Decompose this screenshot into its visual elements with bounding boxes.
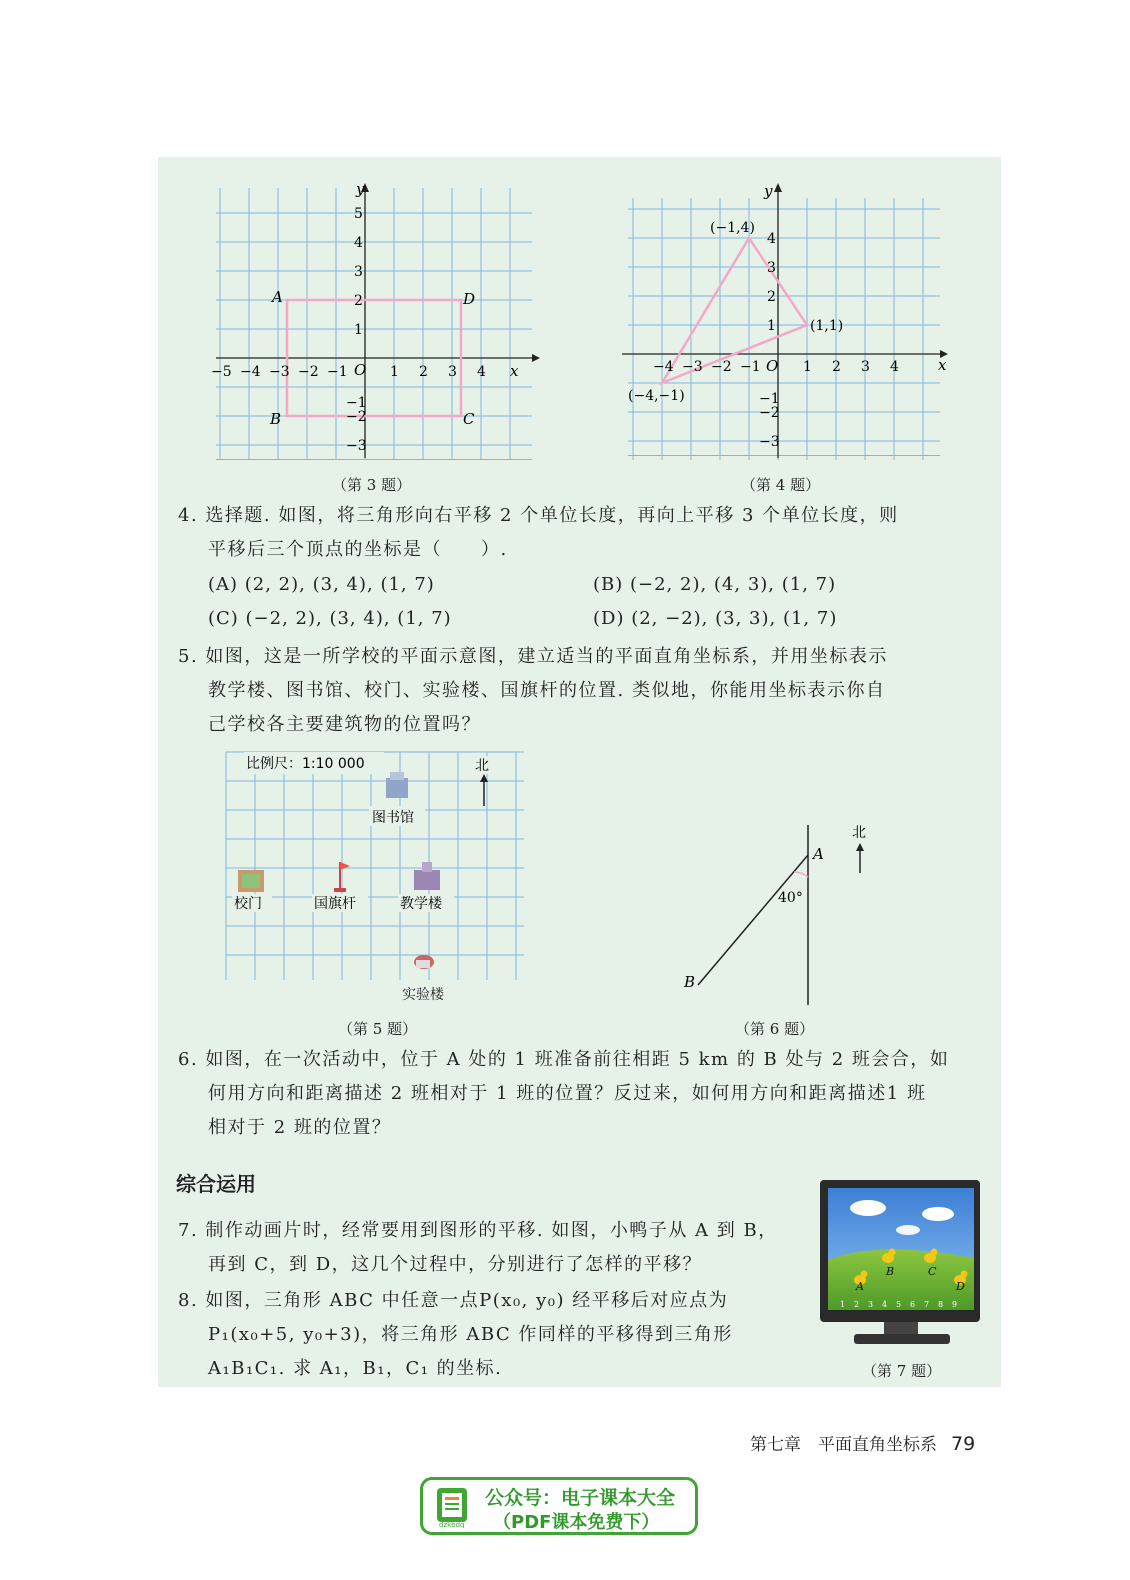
y-tick-label: −2	[346, 409, 367, 425]
origin-label: O	[766, 357, 779, 375]
y-tick-label: 2	[767, 289, 776, 305]
point-b-label: B	[270, 410, 282, 428]
y-tick-label: 5	[354, 206, 363, 222]
y-tick-label: −1	[346, 395, 367, 411]
x-tick-label: 1	[390, 364, 399, 380]
flagpole-label: 国旗杆	[314, 896, 356, 912]
question-5	[178, 640, 888, 742]
axis-number: 6	[910, 1300, 916, 1309]
teaching-building-icon	[414, 862, 440, 890]
x-axis-arrow	[532, 354, 540, 362]
x-tick-label: 2	[419, 364, 428, 380]
x-tick-label: −4	[653, 359, 674, 375]
north-arrow-head	[856, 843, 864, 851]
axis-number: 9	[952, 1300, 958, 1309]
y-axis-label: y	[764, 182, 773, 200]
figure-5-school-map	[224, 750, 526, 982]
x-tick-label: 4	[477, 364, 486, 380]
angle-arc	[794, 872, 808, 877]
y-axis-label: y	[356, 180, 365, 198]
tick-labels	[653, 231, 899, 450]
x-tick-label: −2	[298, 364, 319, 380]
point-a-label: A	[272, 288, 283, 306]
axis-number: 4	[882, 1300, 888, 1309]
school-gate-icon	[238, 870, 264, 892]
grid-lines	[216, 188, 532, 460]
question-7-line-2: 再到 C，到 D，这几个过程中，分别进行了怎样的平移？	[208, 1254, 703, 1275]
y-tick-label: 4	[354, 235, 363, 251]
question-4	[178, 499, 899, 567]
cloud	[850, 1200, 886, 1216]
north-label: 北	[475, 758, 489, 774]
x-tick-label: −1	[740, 359, 761, 375]
figure-4-coordinate-grid	[618, 180, 958, 470]
y-tick-label: −2	[759, 405, 780, 421]
grid-lines	[226, 752, 524, 982]
duck-head	[931, 1249, 938, 1256]
point-c-label: C	[463, 410, 475, 428]
axis-number: 5	[896, 1300, 902, 1309]
lab-building-label: 实验楼	[402, 987, 444, 1003]
teaching-building-label: 教学楼	[400, 896, 442, 912]
school-gate-label: 校门	[234, 896, 262, 912]
y-tick-label: 1	[767, 318, 776, 334]
y-tick-label: −3	[759, 434, 780, 450]
figure-6-direction-diagram	[672, 815, 872, 1010]
y-tick-label: 3	[354, 264, 363, 280]
axis-number: 7	[924, 1300, 930, 1309]
axis-number: 2	[854, 1300, 860, 1309]
question-4-line-2: 平移后三个顶点的坐标是（ ）.	[208, 539, 508, 560]
question-6-line-2: 何用方向和距离描述 2 班相对于 1 班的位置？反过来，如何用方向和距离描述1 班	[208, 1083, 927, 1104]
y-tick-label: 3	[767, 260, 776, 276]
library-label: 图书馆	[372, 810, 414, 826]
wechat-badge	[420, 1477, 698, 1535]
duck-head	[961, 1271, 968, 1278]
question-7	[178, 1214, 778, 1282]
origin-label: O	[354, 361, 367, 379]
figure-3-coordinate-grid	[210, 180, 550, 470]
x-tick-label: −4	[240, 364, 261, 380]
scale-label: 比例尺：1:10 000	[246, 756, 365, 772]
figure-3-caption: （第 3 题）	[332, 476, 412, 494]
page-footer	[750, 1430, 975, 1455]
point-d-label: D	[463, 290, 476, 308]
x-tick-label: 1	[803, 359, 812, 375]
question-6-line-1: 6. 如图，在一次活动中，位于 A 处的 1 班准备前往相距 5 km 的 B 处与 2 班会合，如	[178, 1049, 950, 1070]
grid-lines	[628, 198, 940, 460]
figure-4-caption: （第 4 题）	[741, 476, 821, 494]
book-logo-icon	[433, 1486, 477, 1528]
lab-building-icon	[414, 955, 434, 969]
x-tick-label: 3	[861, 359, 870, 375]
axis-number: 3	[868, 1300, 874, 1309]
question-5-line-3: 己学校各主要建筑物的位置吗？	[208, 714, 481, 735]
point-b-label: B	[684, 973, 696, 991]
angle-label: 40°	[778, 890, 803, 906]
y-tick-label: 4	[767, 231, 776, 247]
duck-label: A	[856, 1280, 864, 1293]
cloud	[896, 1225, 920, 1235]
vertex-label-2: (1,1)	[810, 318, 844, 334]
question-6	[178, 1043, 949, 1145]
screen-axis-numbers	[840, 1300, 957, 1309]
option-a: (A) (2, 2), (3, 4), (1, 7)	[208, 574, 435, 595]
x-axis-label: x	[938, 356, 947, 374]
y-tick-label: 2	[354, 293, 363, 309]
y-tick-label: 1	[354, 322, 363, 338]
figure-5-caption: （第 5 题）	[338, 1020, 418, 1038]
chapter-title: 第七章 平面直角坐标系	[750, 1435, 937, 1455]
x-tick-label: 2	[832, 359, 841, 375]
duck-label: D	[956, 1280, 965, 1293]
x-axis-label: x	[510, 362, 519, 380]
question-8	[178, 1284, 733, 1386]
badge-line-2: （PDF课本免费下）	[493, 1512, 660, 1533]
question-6-line-3: 相对于 2 班的位置？	[208, 1117, 392, 1138]
vertex-label-3: (−4,−1)	[628, 388, 685, 404]
figure-7-monitor-illustration	[818, 1180, 984, 1360]
question-5-line-2: 教学楼、图书馆、校门、实验楼、国旗杆的位置. 类似地，你能用坐标表示你自	[208, 680, 886, 701]
question-8-line-2: P₁(x₀+5, y₀+3)，将三角形 ABC 作同样的平移得到三角形	[208, 1324, 733, 1345]
duck-label: C	[928, 1265, 937, 1278]
svg-text:dzkbdq: dzkbdq	[439, 1521, 465, 1528]
x-tick-label: −3	[682, 359, 703, 375]
monitor-stand	[854, 1334, 950, 1344]
page-number: 79	[951, 1433, 976, 1455]
duck-head	[889, 1249, 896, 1256]
badge-line-1: 公众号：电子课本大全	[485, 1487, 676, 1509]
cloud	[922, 1207, 954, 1221]
x-tick-label: 3	[448, 364, 457, 380]
option-b: (B) (−2, 2), (4, 3), (1, 7)	[593, 574, 837, 595]
question-7-line-1: 7. 制作动画片时，经常要用到图形的平移. 如图，小鸭子从 A 到 B，	[178, 1220, 778, 1241]
y-tick-label: −3	[346, 438, 367, 454]
x-tick-label: −3	[269, 364, 290, 380]
duck-head	[861, 1271, 868, 1278]
axis-number: 1	[840, 1300, 846, 1309]
y-tick-label: −1	[759, 391, 780, 407]
x-tick-label: −2	[711, 359, 732, 375]
section-title: 综合运用	[176, 1172, 256, 1196]
vertex-label-1: (−1,4)	[710, 220, 755, 236]
point-a-label: A	[813, 845, 824, 863]
x-tick-label: −5	[211, 364, 232, 380]
option-d: (D) (2, −2), (3, 3), (1, 7)	[593, 608, 838, 629]
figure-7-caption: （第 7 题）	[862, 1362, 942, 1380]
option-c: (C) (−2, 2), (3, 4), (1, 7)	[208, 608, 452, 629]
duck-label: B	[886, 1265, 895, 1278]
question-8-line-3: A₁B₁C₁. 求 A₁，B₁，C₁ 的坐标.	[208, 1358, 503, 1379]
x-tick-label: −1	[327, 364, 348, 380]
figure-6-caption: （第 6 题）	[735, 1020, 815, 1038]
monitor-neck	[884, 1322, 918, 1336]
y-axis-arrow	[774, 183, 782, 192]
library-icon	[386, 772, 408, 798]
north-label: 北	[852, 825, 866, 841]
question-8-line-1: 8. 如图，三角形 ABC 中任意一点P(x₀, y₀) 经平移后对应点为	[178, 1290, 729, 1311]
axis-number: 8	[938, 1300, 944, 1309]
line-ab	[698, 855, 808, 985]
x-tick-label: 4	[890, 359, 899, 375]
question-5-line-1: 5. 如图，这是一所学校的平面示意图，建立适当的平面直角坐标系，并用坐标表示	[178, 646, 888, 667]
question-4-line-1: 4. 选择题. 如图，将三角形向右平移 2 个单位长度，再向上平移 3 个单位长度，则	[178, 505, 899, 526]
